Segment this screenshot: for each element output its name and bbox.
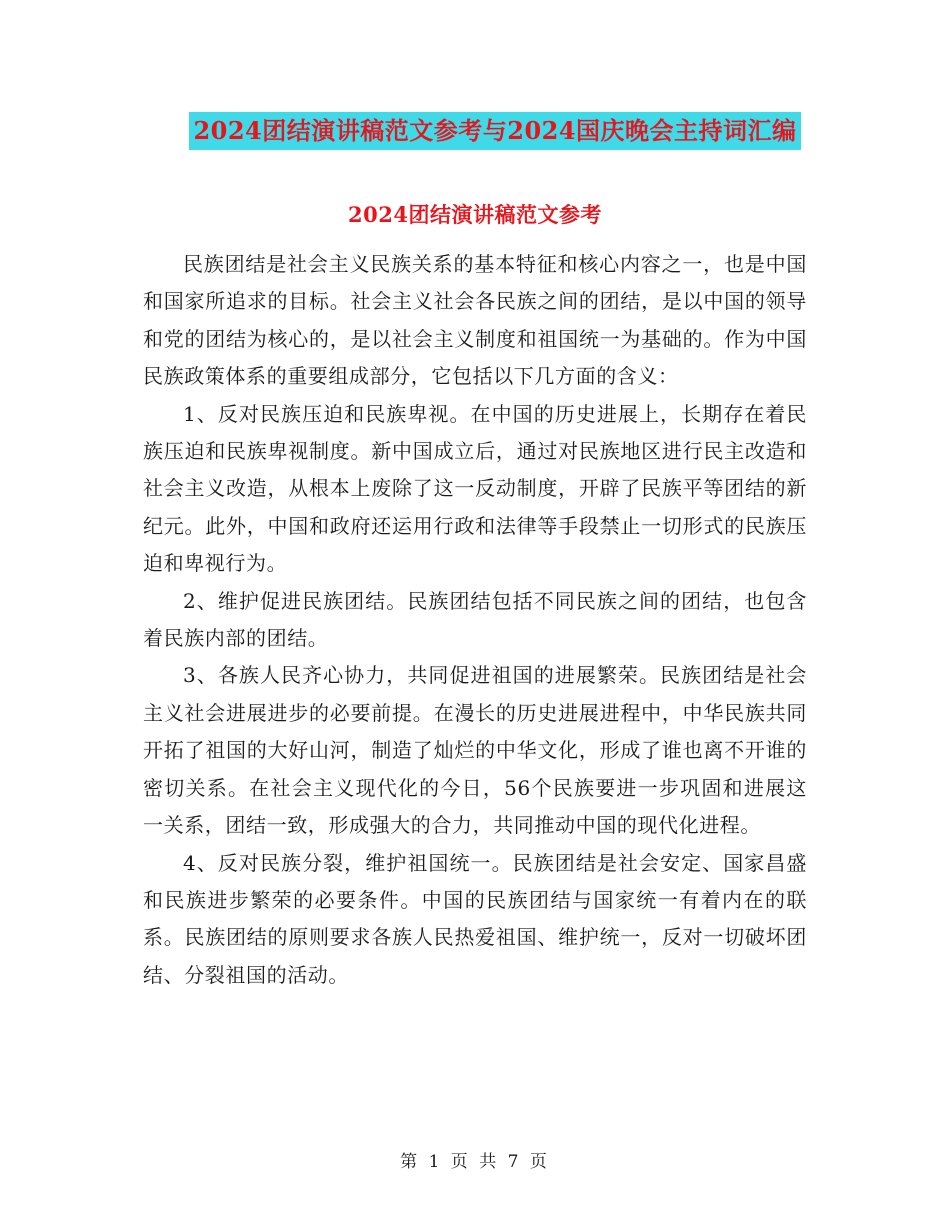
page-number-footer: 第 1 页 共 7 页 — [400, 1152, 550, 1172]
paragraph-point-1: 1、反对民族压迫和民族卑视。在中国的历史进展上，长期存在着民族压迫和民族卑视制度。新中国成立后，通过对民族地区进行民主改造和社会主义改造，从根本上废除了这一反动制度，开辟了民族平等团结的新纪元。此外，中国和政府还运用行政和法律等手段禁止一切形式的民族压迫和卑视行为。 — [143, 401, 807, 576]
paragraph-point-4: 4、反对民族分裂，维护祖国统一。民族团结是社会安定、国家昌盛和民族进步繁荣的必要条件。中国的民族团结与国家统一有着内在的联系。民族团结的原则要求各族人民热爱祖国、维护统一，反对一切破坏团结、分裂祖国的活动。 — [143, 850, 807, 987]
paragraph-point-2: 2、维护促进民族团结。民族团结包括不同民族之间的团结，也包含着民族内部的团结。 — [143, 588, 807, 651]
paragraph-point-3: 3、各族人民齐心协力，共同促进祖国的进展繁荣。民族团结是社会主义社会进展进步的必要前提。在漫长的历史进展进程中，中华民族共同开拓了祖国的大好山河，制造了灿烂的中华文化，形成了谁也离不开谁的密切关系。在社会主义现代化的今日，56个民族要进一步巩固和进展这一关系，团结一致，形成强大的合力，共同推动中国的现代化进程。 — [143, 663, 807, 838]
paragraph-intro: 民族团结是社会主义民族关系的基本特征和核心内容之一，也是中国和国家所追求的目标。社会主义社会各民族之间的团结，是以中国的领导和党的团结为核心的，是以社会主义制度和祖国统一为基础的。作为中国民族政策体系的重要组成部分，它包括以下几方面的含义： — [143, 252, 807, 389]
main-title-container — [0, 112, 950, 150]
body-text — [143, 246, 807, 994]
main-title: 2024团结演讲稿范文参考与2024国庆晚会主持词汇编 — [189, 112, 800, 150]
section-title: 2024团结演讲稿范文参考 — [348, 202, 602, 227]
